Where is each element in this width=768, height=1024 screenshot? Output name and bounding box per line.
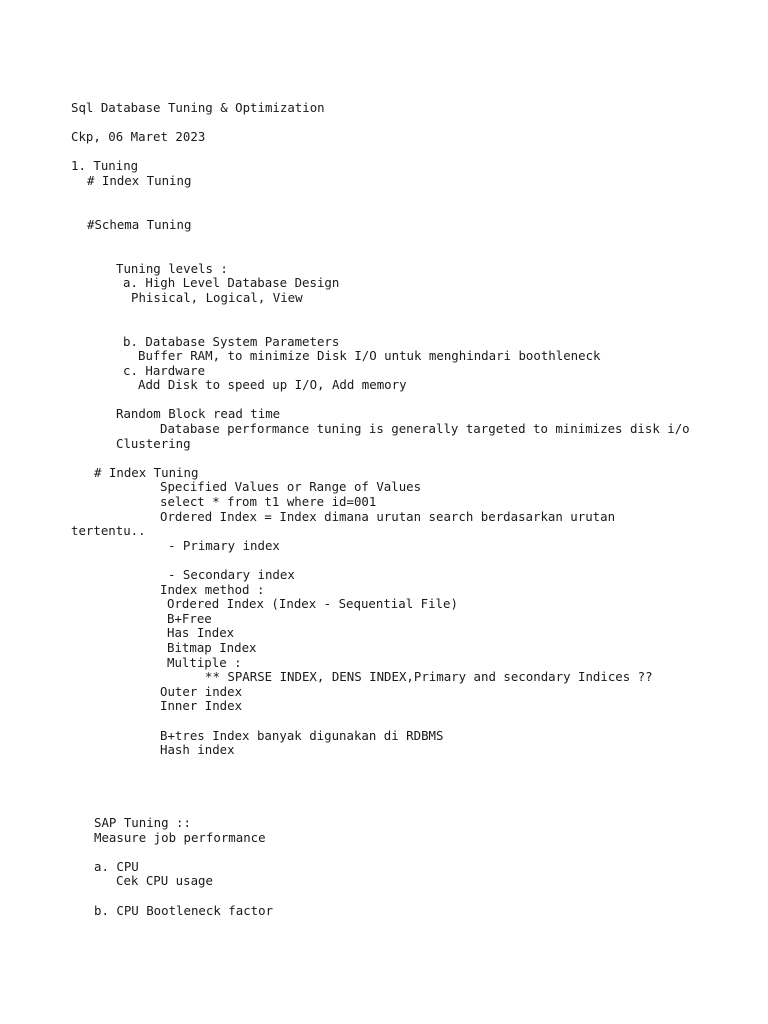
blank-line [0,145,768,160]
text-line: Hash index [160,742,235,758]
text-line: Ordered Index (Index - Sequential File) [167,596,458,612]
text-line: Measure job performance [94,829,266,845]
text-line: Inner Index [160,698,243,714]
blank-line [0,247,768,262]
text-line: Phisical, Logical, View [131,289,303,305]
blank-line [0,553,768,568]
blank-line [0,305,768,320]
text-line: a. CPU [94,858,139,874]
text-line: Ordered Index = Index dimana urutan search berdasarkan urutan [160,508,616,524]
text-line: select * from t1 where id=001 [160,494,377,510]
blank-line [0,232,768,247]
blank-line [0,451,768,466]
text-line: Random Block read time [116,406,281,422]
text-line: #Schema Tuning [87,216,192,232]
text-line: Index method : [160,581,265,597]
blank-line [0,203,768,218]
text-line: Specified Values or Range of Values [160,479,422,495]
text-line: c. Hardware [123,362,206,378]
text-line: 1. Tuning [71,158,139,174]
text-line: b. Database System Parameters [123,333,340,349]
blank-line [0,189,768,204]
text-line: # Index Tuning [87,172,192,188]
blank-line [0,802,768,817]
text-line: Outer index [160,683,243,699]
blank-line [0,393,768,408]
text-line: Ckp, 06 Maret 2023 [71,129,206,145]
text-line: Bitmap Index [167,639,257,655]
text-line: Sql Database Tuning & Optimization [71,100,325,115]
blank-line [0,320,768,335]
text-line: Cek CPU usage [116,873,213,889]
text-line: Clustering [116,435,191,451]
text-line: Tuning levels : [116,260,228,276]
text-line: B+Free [167,610,212,626]
text-line: # Index Tuning [94,464,199,480]
text-line: Add Disk to speed up I/O, Add memory [138,377,407,393]
text-line: Multiple : [167,654,242,670]
document-body [0,101,768,918]
blank-line [0,889,768,904]
text-line: b. CPU Bootleneck factor [94,902,274,918]
blank-line [0,845,768,860]
text-line: - Secondary index [168,567,295,582]
text-line: a. High Level Database Design [123,275,340,291]
text-line: B+tres Index banyak digunakan di RDBMS [160,727,444,743]
text-line: Buffer RAM, to minimize Disk I/O untuk menghindari boothleneck [138,348,601,364]
text-line: SAP Tuning :: [94,815,191,831]
blank-line [0,714,768,729]
blank-line [0,772,768,787]
blank-line [0,787,768,802]
blank-line [0,116,768,131]
text-line: Has Index [167,625,235,641]
text-line: Database performance tuning is generally targeted to minimizes disk i/o [160,421,690,437]
text-line: tertentu.. [71,523,146,539]
text-line: ** SPARSE INDEX, DENS INDEX,Primary and secondary Indices ?? [205,669,653,685]
text-line: - Primary index [168,537,280,553]
blank-line [0,758,768,773]
